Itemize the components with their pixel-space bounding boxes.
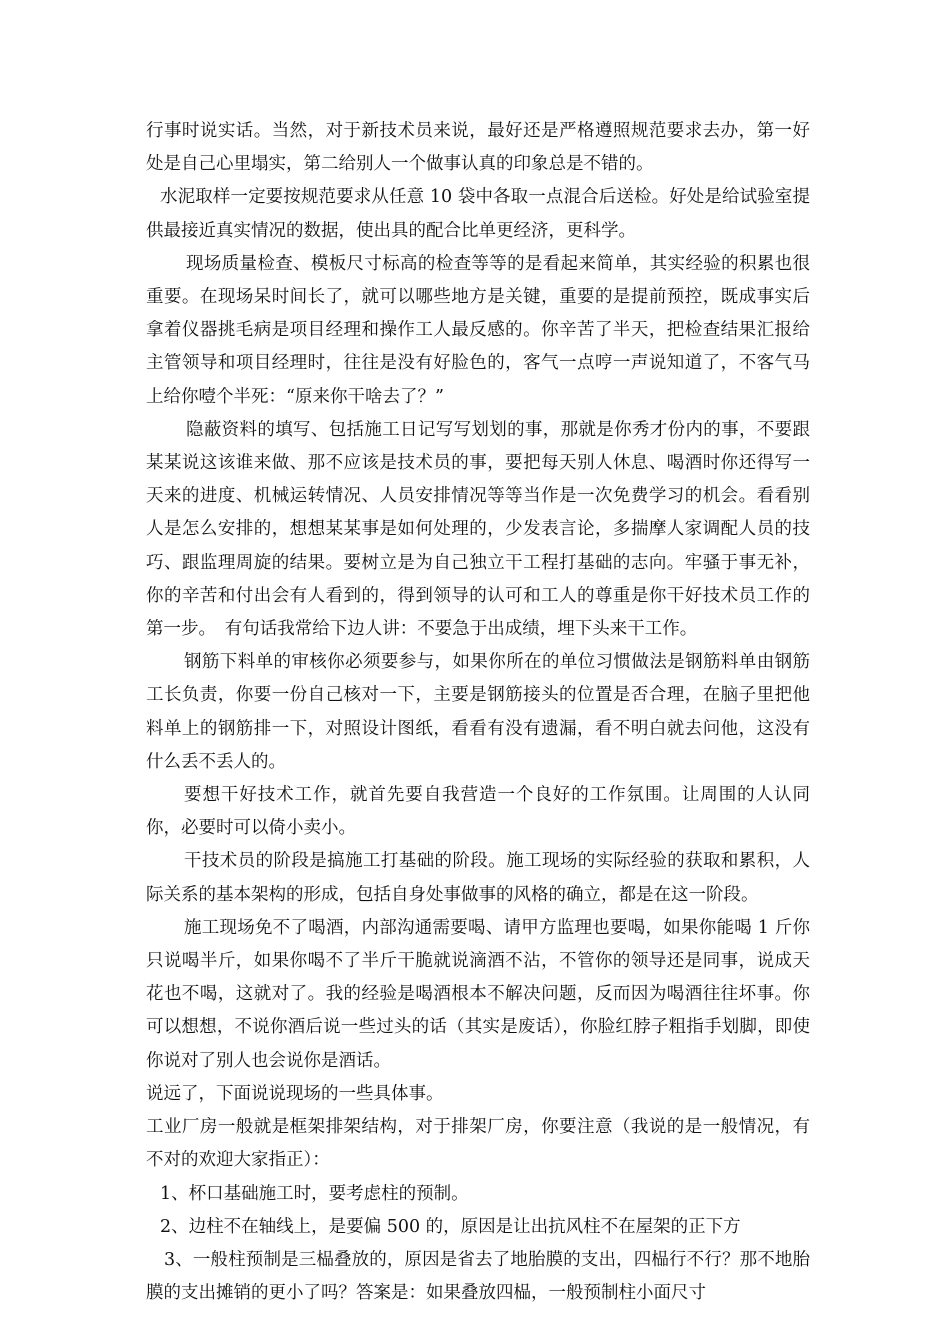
paragraph-rebar-review: 钢筋下料单的审核你必须要参与，如果你所在的单位习惯做法是钢筋料单由钢筋工长负责，你要一份自己核对一下，主要是钢筋接头的位置是否合理，在脑子里把他料单上的钢筋排一下，对照设计图纸，看看有没有遗漏，看不明白就去问他，这没有什么丢不丢人的。 (146, 652, 810, 772)
list-item-3: 3、一般柱预制是三榀叠放的，原因是省去了地胎膜的支出，四榀行不行？那不地胎膜的支出摊销的更小了吗？答案是：如果叠放四榀，一般预制柱小面尺寸 (146, 1249, 810, 1304)
list-item-1: 1、杯口基础施工时，要考虑柱的预制。 (160, 1183, 469, 1204)
paragraph-foundation-stage: 干技术员的阶段是搞施工打基础的阶段。施工现场的实际经验的获取和累积，人际关系的基本架构的形成，包括自身处事做事的风格的确立，都是在这一阶段。 (146, 851, 810, 905)
paragraph-industrial-plant: 工业厂房一般就是框架排架结构，对于排架厂房，你要注意（我说的是一般情况，有不对的欢迎大家指正）： (146, 1117, 810, 1171)
document-body (146, 115, 810, 1310)
paragraph-drinking: 施工现场免不了喝酒，内部沟通需要喝、请甲方监理也要喝，如果你能喝 1 斤你只说喝半斤，如果你喝不了半斤干脆就说滴酒不沾，不管你的领导还是同事，说成天花也不喝，这就对了。我的经验是喝酒根本不解决问题，反而因为喝酒往往坏事。你可以想想，不说你酒后说一些过头的话（其实是废话），你脸红脖子粗指手划脚，即使你说对了别人也会说你是酒话。 (146, 917, 810, 1071)
paragraph-work-atmosphere: 要想干好技术工作，就首先要自我营造一个良好的工作氛围。让周围的人认同你，必要时可以倚小卖小。 (146, 785, 810, 839)
paragraph-concealed-records: 隐蔽资料的填写、包括施工日记写写划划的事，那就是你秀才份内的事，不要跟某某说这该谁来做、那不应该是技术员的事，要把每天别人休息、喝酒时你还得写一天来的进度、机械运转情况、人员安排情况等等当作是一次免费学习的机会。看看别人是怎么安排的，想想某某事是如何处理的，少发表言论，多揣摩人家调配人员的技巧、跟监理周旋的结果。要树立是为自己独立干工程打基础的志向。牢骚于事无补，你的辛苦和付出会有人看到的，得到领导的认可和工人的尊重是你干好技术员工作的第一步。 有句话我常给下边人讲：不要急于出成绩，埋下头来干工作。 (146, 419, 810, 640)
paragraph-honesty: 行事时说实话。当然，对于新技术员来说，最好还是严格遵照规范要求去办，第一好处是自己心里塌实，第二给别人一个做事认真的印象总是不错的。 (146, 121, 810, 175)
paragraph-transition: 说远了，下面说说现场的一些具体事。 (146, 1083, 444, 1104)
paragraph-cement-sampling: 水泥取样一定要按规范要求从任意 10 袋中各取一点混合后送检。好处是给试验室提供最接近真实情况的数据，使出具的配合比单更经济，更科学。 (146, 187, 810, 241)
paragraph-quality-inspection: 现场质量检查、模板尺寸标高的检查等等的是看起来简单，其实经验的积累也很重要。在现场呆时间长了，就可以哪些地方是关键，重要的是提前预控，既成事实后拿着仪器挑毛病是项目经理和操作工人最反感的。你辛苦了半天，把检查结果汇报给主管领导和项目经理时，往往是没有好脸色的，客气一点哼一声说知道了，不客气马上给你噎个半死：“原来你干啥去了？” (146, 253, 810, 407)
list-item-2: 2、边柱不在轴线上，是要偏 500 的，原因是让出抗风柱不在屋架的正下方 (160, 1216, 741, 1237)
